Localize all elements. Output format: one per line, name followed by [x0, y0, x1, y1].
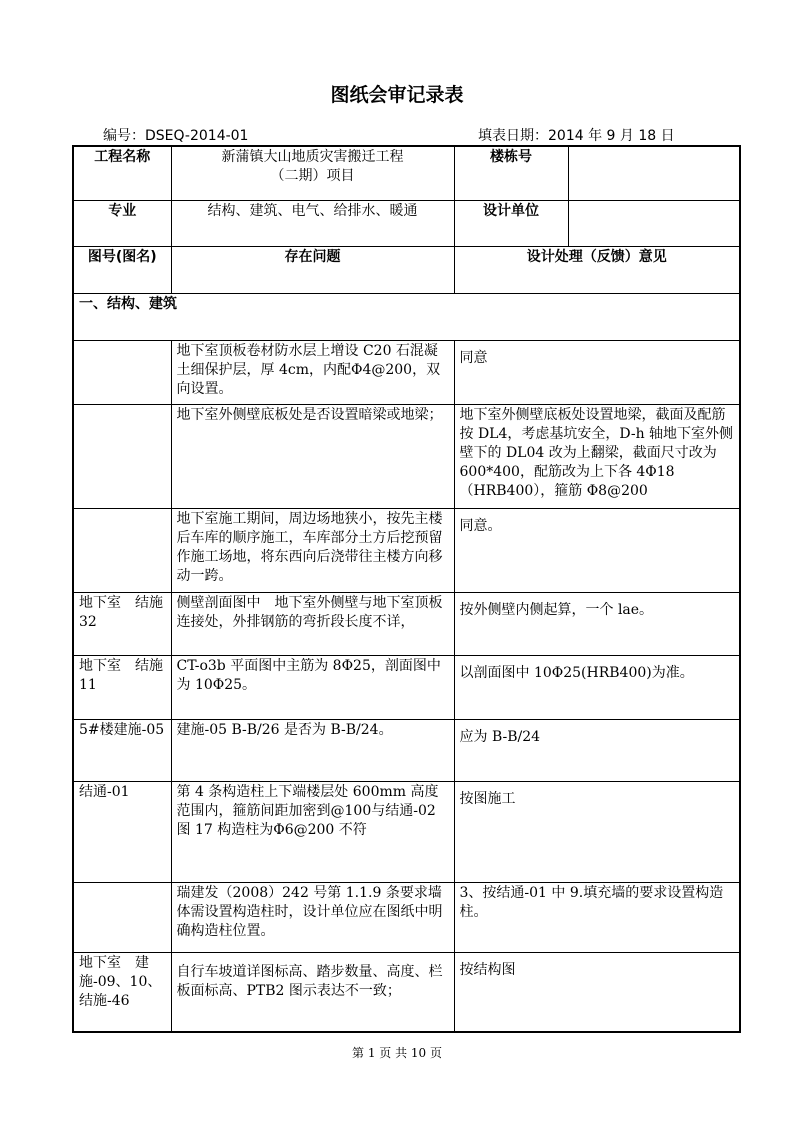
page-footer: 第 1 页 共 10 页: [352, 1046, 442, 1060]
table-row: [73, 508, 740, 592]
project-label: 工程名称: [73, 146, 171, 200]
design-unit-value: [568, 200, 740, 246]
row-drawing: [73, 882, 171, 952]
table-row: [73, 781, 740, 882]
project-line-2: （二期）项目: [270, 168, 355, 184]
fill-date: 填表日期：2014 年 9 月 18 日: [478, 128, 675, 144]
row-issue: CT-o3b 平面图中主筋为 8Φ25，剖面图中为 10Φ25。: [171, 655, 454, 719]
table-row: [73, 952, 740, 1032]
row-response: 按图施工: [454, 781, 740, 882]
building-label: 楼栋号: [454, 146, 568, 200]
record-number: 编号：DSEQ-2014-01: [103, 128, 249, 144]
row-response: 同意: [454, 340, 740, 404]
row-issue: 第 4 条构造柱上下端楼层处 600mm 高度范围内，箍筋间距加密到@100与结通-02 图 17 构造柱为Φ6@200 不符: [171, 781, 454, 882]
row-response: 以剖面图中 10Φ25(HRB400)为准。: [454, 655, 740, 719]
row-issue: 地下室施工期间，周边场地狭小，按先主楼后车库的顺序施工，车库部分土方后挖预留作施工场地，将东西向后浇带往主楼方向移动一跨。: [171, 508, 454, 592]
section-row: [73, 293, 740, 340]
row-drawing: [73, 404, 171, 508]
design-unit-label: 设计单位: [454, 200, 568, 246]
table-row: [73, 655, 740, 719]
row-response: 应为 B-B/24: [454, 719, 740, 781]
specialty-label: 专业: [73, 200, 171, 246]
row-response: 按结构图: [454, 952, 740, 1032]
page-title: 图纸会审记录表: [330, 84, 464, 106]
row-drawing: 地下室 结施 32: [73, 592, 171, 655]
col-drawing: 图号(图名): [73, 246, 171, 293]
col-issue: 存在问题: [171, 246, 454, 293]
row-issue: 自行车坡道详图标高、踏步数量、高度、栏板面标高、PTB2 图示表达不一致；: [171, 952, 454, 1032]
row-drawing: 5#楼建施-05: [73, 719, 171, 781]
row-issue: 侧壁剖面图中 地下室外侧壁与地下室顶板连接处，外排钢筋的弯折段长度不详，: [171, 592, 454, 655]
table-row: [73, 592, 740, 655]
row-drawing: 地下室 建施-09、10、结施-46: [73, 952, 171, 1032]
specialty-value: 结构、建筑、电气、给排水、暖通: [171, 200, 454, 246]
row-drawing: 结通-01: [73, 781, 171, 882]
row-response: 同意。: [454, 508, 740, 592]
row-response: 地下室外侧壁底板处设置地梁，截面及配筋按 DL4，考虑基坑安全，D-h 轴地下室外侧壁下的 DL04 改为上翻梁，截面尺寸改为 600*400，配筋改为上下各 4Φ18（HRB400），箍筋 Φ8@200: [454, 404, 740, 508]
section-title: 一、结构、建筑: [73, 293, 740, 340]
row-issue: 地下室外侧壁底板处是否设置暗梁或地梁；: [171, 404, 454, 508]
project-row: [73, 146, 740, 200]
row-drawing: [73, 508, 171, 592]
row-issue: 瑞建发（2008）242 号第 1.1.9 条要求墙体需设置构造柱时，设计单位应在图纸中明确构造柱位置。: [171, 882, 454, 952]
row-drawing: 地下室 结施 11: [73, 655, 171, 719]
row-issue: 建施-05 B-B/26 是否为 B-B/24。: [171, 719, 454, 781]
table-row: [73, 404, 740, 508]
column-header-row: [73, 246, 740, 293]
row-response: 按外侧壁内侧起算，一个 lae。: [454, 592, 740, 655]
project-value: [171, 146, 454, 200]
row-response: 3、按结通-01 中 9.填充墙的要求设置构造柱。: [454, 882, 740, 952]
project-line-1: 新蒲镇大山地质灾害搬迁工程: [221, 149, 404, 165]
row-issue: 地下室顶板卷材防水层上增设 C20 石混凝土细保护层，厚 4cm，内配Φ4@200，双向设置。: [171, 340, 454, 404]
building-value: [568, 146, 740, 200]
table-row: [73, 340, 740, 404]
col-response: 设计处理（反馈）意见: [454, 246, 740, 293]
row-drawing: [73, 340, 171, 404]
specialty-row: [73, 200, 740, 246]
table-row: [73, 882, 740, 952]
table-row: [73, 719, 740, 781]
review-record-table: [72, 145, 741, 1033]
